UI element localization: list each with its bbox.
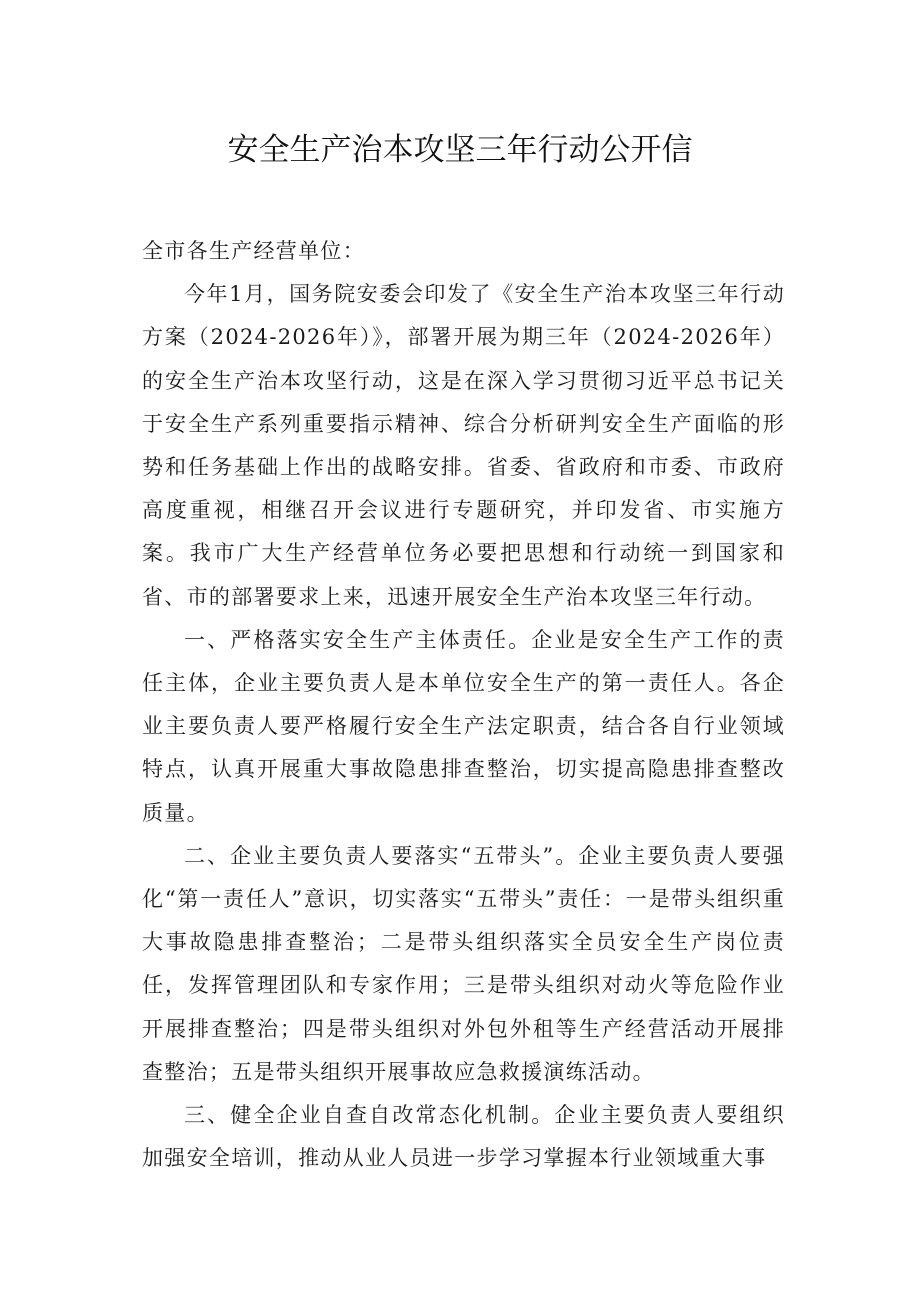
document-body bbox=[142, 230, 785, 1180]
paragraph-section-1: 一、严格落实安全生产主体责任。企业是安全生产工作的责任主体，企业主要负责人是本单位安全生产的第一责任人。各企业主要负责人要严格履行安全生产法定职责，结合各自行业领域特点，认真开展重大事故隐患排查整治，切实提高隐患排查整改质量。 bbox=[142, 627, 785, 825]
document-title: 安全生产治本攻坚三年行动公开信 bbox=[227, 132, 693, 168]
salutation: 全市各生产经营单位： bbox=[142, 239, 365, 263]
paragraph-intro: 今年1月，国务院安委会印发了《安全生产治本攻坚三年行动方案（2024-2026年）》，部署开展为期三年（2024-2026年）的安全生产治本攻坚行动，这是在深入学习贯彻习近平总书记关于安全生产系列重要指示精神、综合分析研判安全生产面临的形势和任务基础上作出的战略安排。省委、省政府和市委、市政府高度重视，相继召开会议进行专题研究，并印发省、市实施方案。我市广大生产经营单位务必要把思想和行动统一到国家和省、市的部署要求上来，迅速开展安全生产治本攻坚三年行动。 bbox=[142, 282, 785, 609]
paragraph-section-3: 三、健全企业自查自改常态化机制。企业主要负责人要组织加强安全培训，推动从业人员进一步学习掌握本行业领域重大事 bbox=[142, 1103, 785, 1171]
paragraph-section-2: 二、企业主要负责人要落实“五带头”。企业主要负责人要强化“第一责任人”意识，切实落实“五带头”责任：一是带头组织重大事故隐患排查整治；二是带头组织落实全员安全生产岗位责任，发挥管理团队和专家作用；三是带头组织对动火等危险作业开展排查整治；四是带头组织对外包外租等生产经营活动开展排查整治；五是带头组织开展事故应急救援演练活动。 bbox=[142, 843, 785, 1084]
